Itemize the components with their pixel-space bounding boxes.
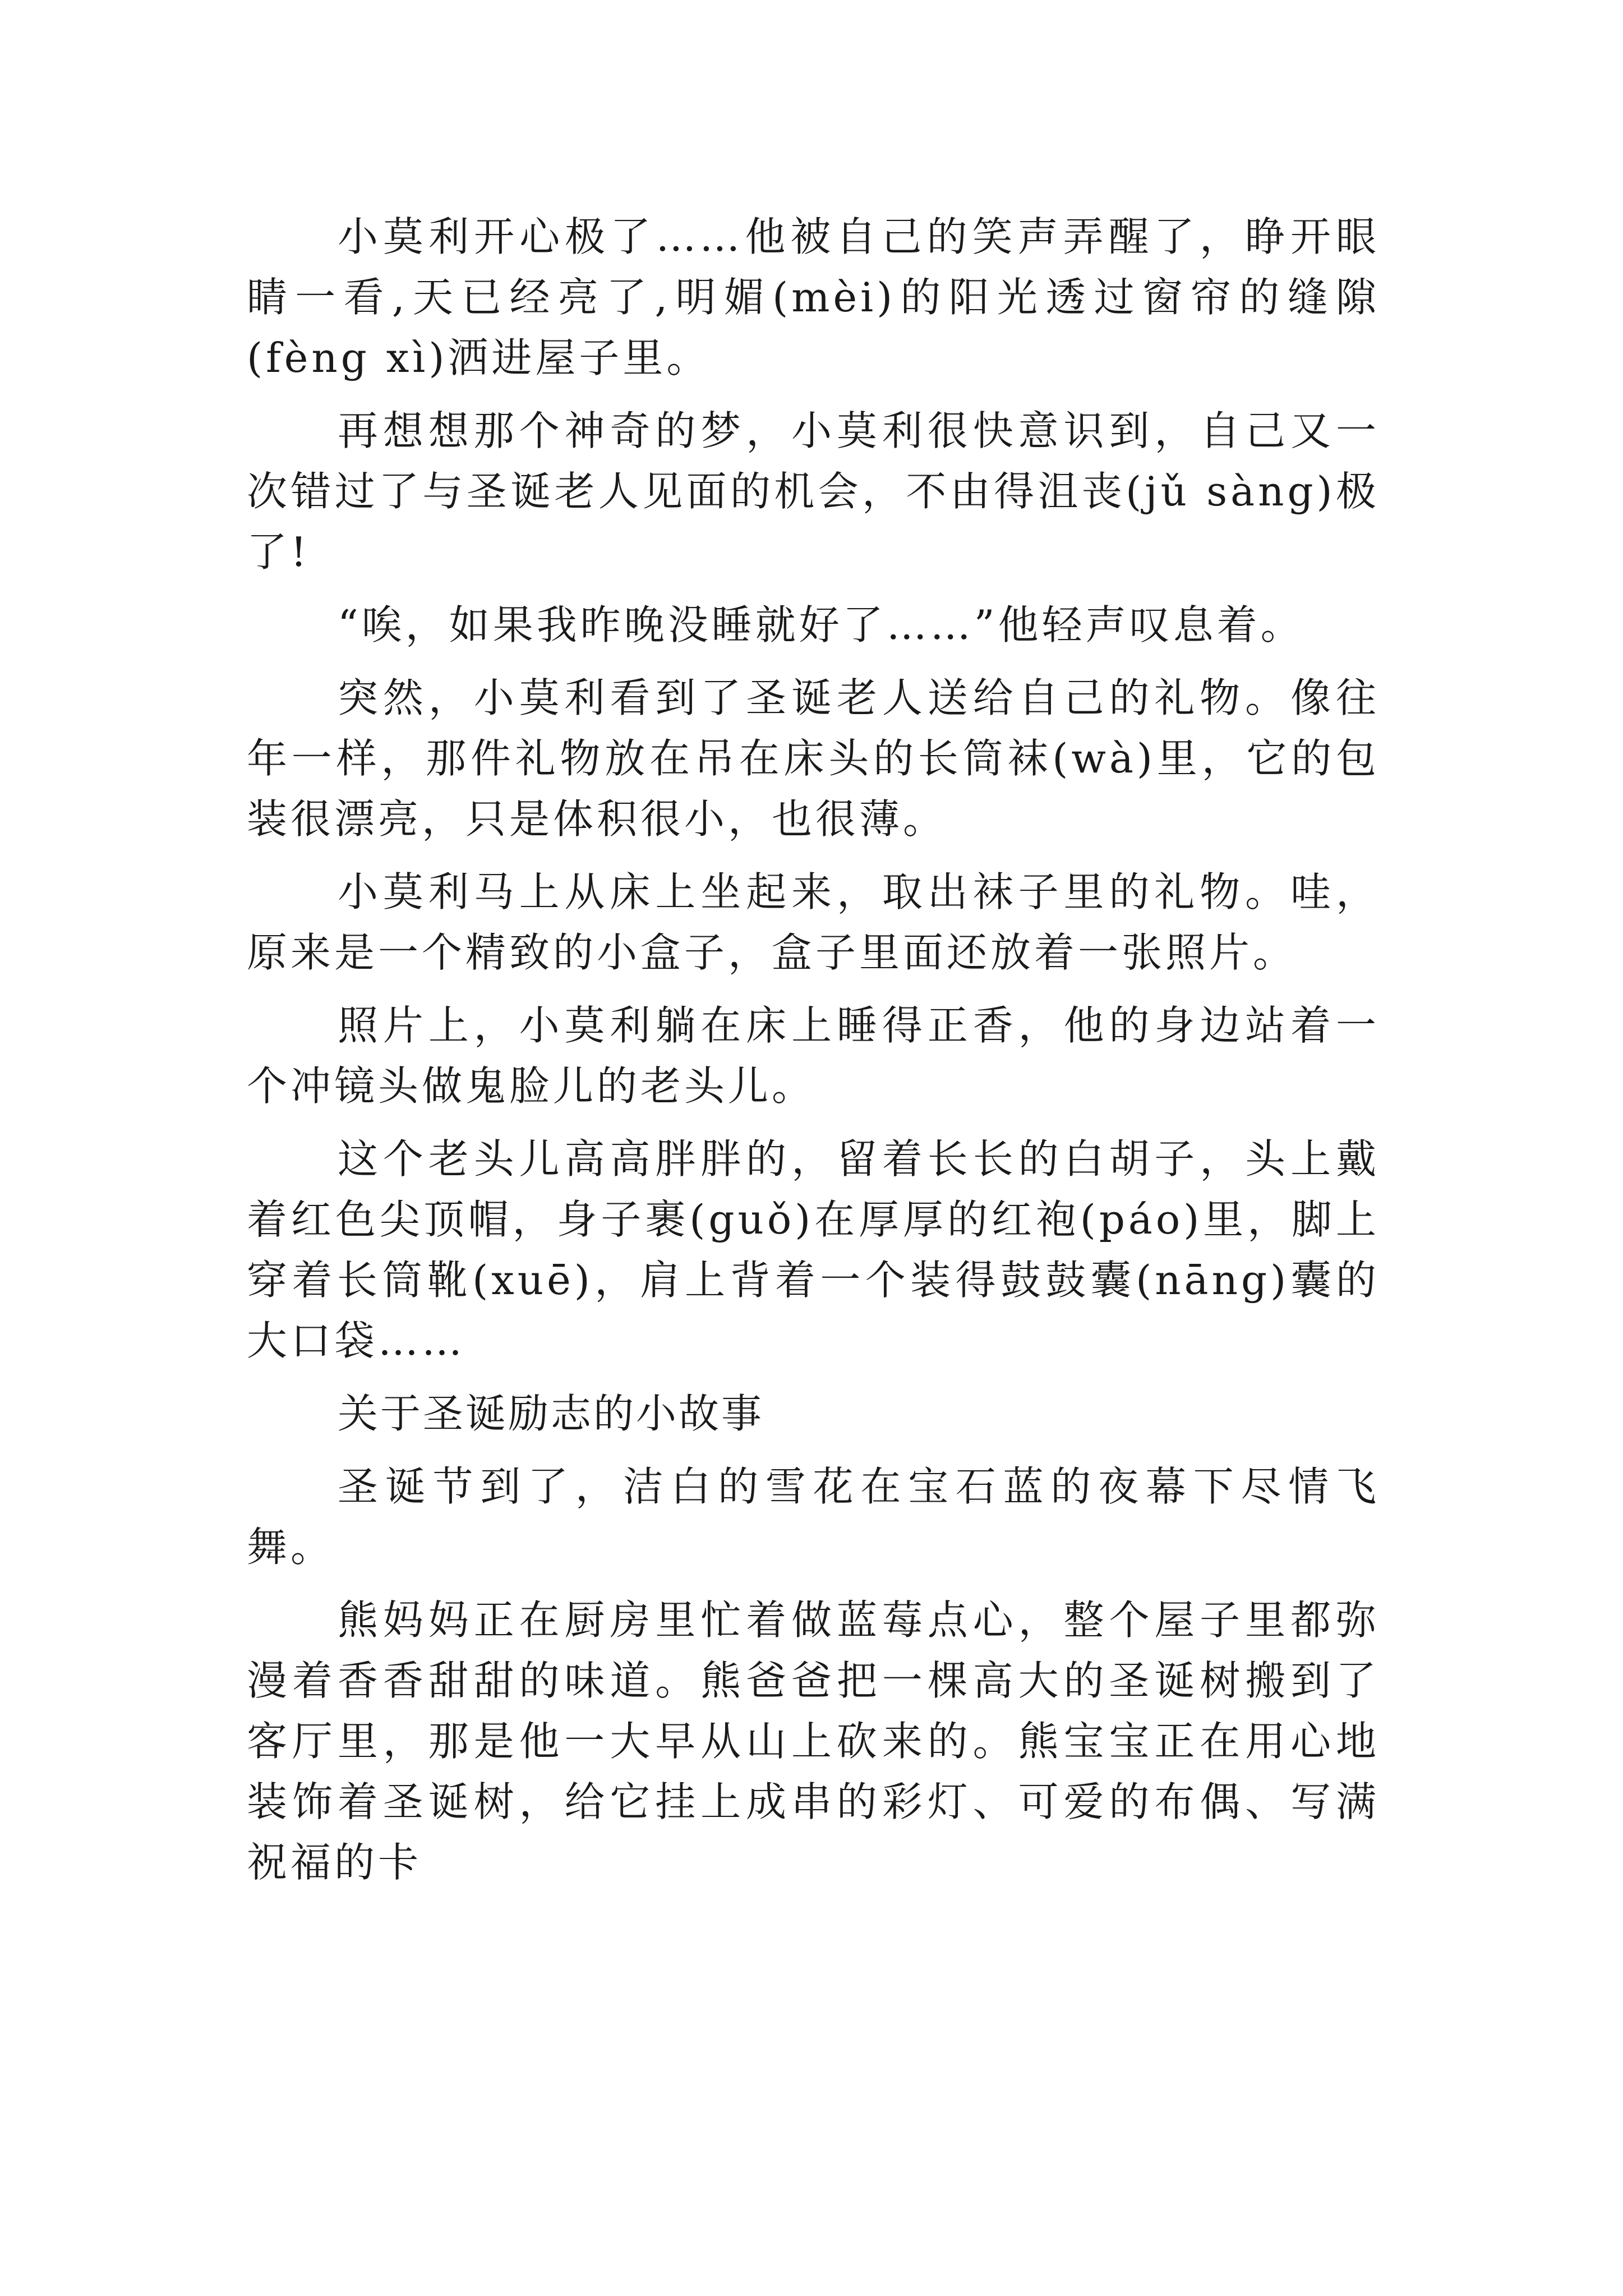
paragraph-sigh: “唉，如果我昨晚没睡就好了……”他轻声叹息着。: [338, 601, 1304, 648]
paragraph-photo: 照片上，小莫利躺在床上睡得正香，他的身边站着一个冲镜头做鬼脸儿的老头儿。: [247, 1002, 1380, 1110]
paragraph-open-gift: 小莫利马上从床上坐起来，取出袜子里的礼物。哇，原来是一个精致的小盒子，盒子里面还放着一张照片。: [247, 868, 1380, 976]
paragraph-waking-up: 小莫利开心极了……他被自己的笑声弄醒了，睁开眼睛一看,天已经亮了,明媚(mèi)的阳光透过窗帘的缝隙(fèng xì)洒进屋子里。: [247, 213, 1380, 381]
section-heading: 关于圣诞励志的小故事: [338, 1390, 764, 1437]
paragraph-old-man-description: 这个老头儿高高胖胖的，留着长长的白胡子，头上戴着红色尖顶帽，身子裹(guǒ)在厚厚的红袍(páo)里，脚上穿着长筒靴(xuē)，肩上背着一个装得鼓鼓囊(nāng)囊的大口袋……: [247, 1135, 1380, 1364]
paragraph-bear-family: 熊妈妈正在厨房里忙着做蓝莓点心，整个屋子里都弥漫着香香甜甜的味道。熊爸爸把一棵高大的圣诞树搬到了客厅里，那是他一大早从山上砍来的。熊宝宝正在用心地装饰着圣诞树，给它挂上成串的彩灯、可爱的布偶、写满祝福的卡: [247, 1596, 1380, 1886]
paragraph-christmas-snow: 圣诞节到了，洁白的雪花在宝石蓝的夜幕下尽情飞舞。: [247, 1463, 1380, 1571]
paragraph-gift-in-stocking: 突然，小莫利看到了圣诞老人送给自己的礼物。像往年一样，那件礼物放在吊在床头的长筒袜(wà)里，它的包装很漂亮，只是体积很小，也很薄。: [247, 674, 1380, 843]
document-page: [247, 206, 1380, 1905]
paragraph-missed-santa: 再想想那个神奇的梦，小莫利很快意识到，自己又一次错过了与圣诞老人见面的机会，不由得沮丧(jǔ sàng)极了!: [247, 407, 1380, 576]
